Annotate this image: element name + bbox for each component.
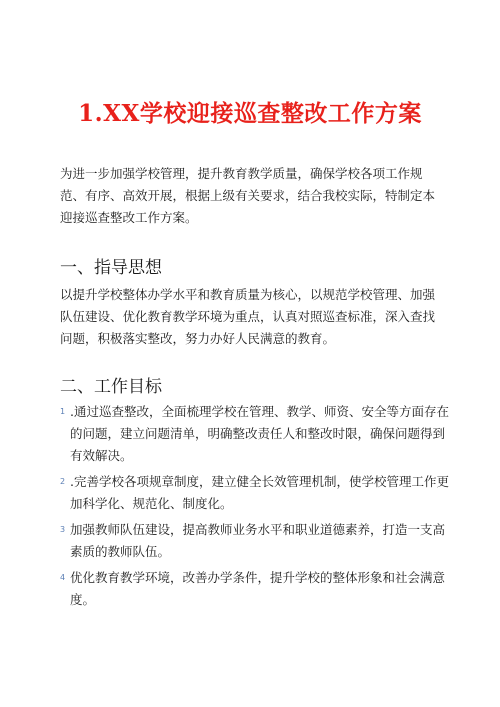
list-item (60, 401, 452, 467)
list-item (60, 567, 452, 611)
list-item-number: 2 (60, 477, 66, 486)
document-title: 1.XX学校迎接巡查整改工作方案 (78, 100, 422, 128)
list-item (60, 471, 452, 515)
section-heading-guiding-ideology: 一、指导思想 (60, 258, 162, 278)
list-item-text: 加强教师队伍建设，提高教师业务水平和职业道德素养，打造一支高素质的教师队伍。 (70, 522, 446, 559)
list-item-number: 4 (60, 573, 66, 582)
work-goals-list (60, 401, 452, 615)
intro-paragraph: 为进一步加强学校管理，提升教育教学质量，确保学校各项工作规范、有序、高效开展，根据上级有关要求，结合我校实际，特制定本迎接巡查整改工作方案。 (60, 166, 436, 225)
section-heading-work-goals: 二、工作目标 (60, 377, 162, 397)
list-item (60, 519, 452, 563)
list-item-number: 3 (60, 525, 66, 534)
list-item-text: .完善学校各项规章制度，建立健全长效管理机制，使学校管理工作更加科学化、规范化、制度化。 (70, 474, 449, 511)
list-item-text: 优化教育教学环境，改善办学条件，提升学校的整体形象和社会满意度。 (70, 570, 446, 607)
guiding-ideology-paragraph: 以提升学校整体办学水平和教育质量为核心，以规范学校管理、加强队伍建设、优化教育教学环境为重点，认真对照巡查标准，深入查找问题，积极落实整改，努力办好人民满意的教育。 (60, 287, 436, 346)
list-item-number: 1 (60, 407, 66, 416)
list-item-text: .通过巡查整改，全面梳理学校在管理、教学、师资、安全等方面存在的问题，建立问题清单，明确整改责任人和整改时限，确保问题得到有效解决。 (70, 404, 449, 463)
